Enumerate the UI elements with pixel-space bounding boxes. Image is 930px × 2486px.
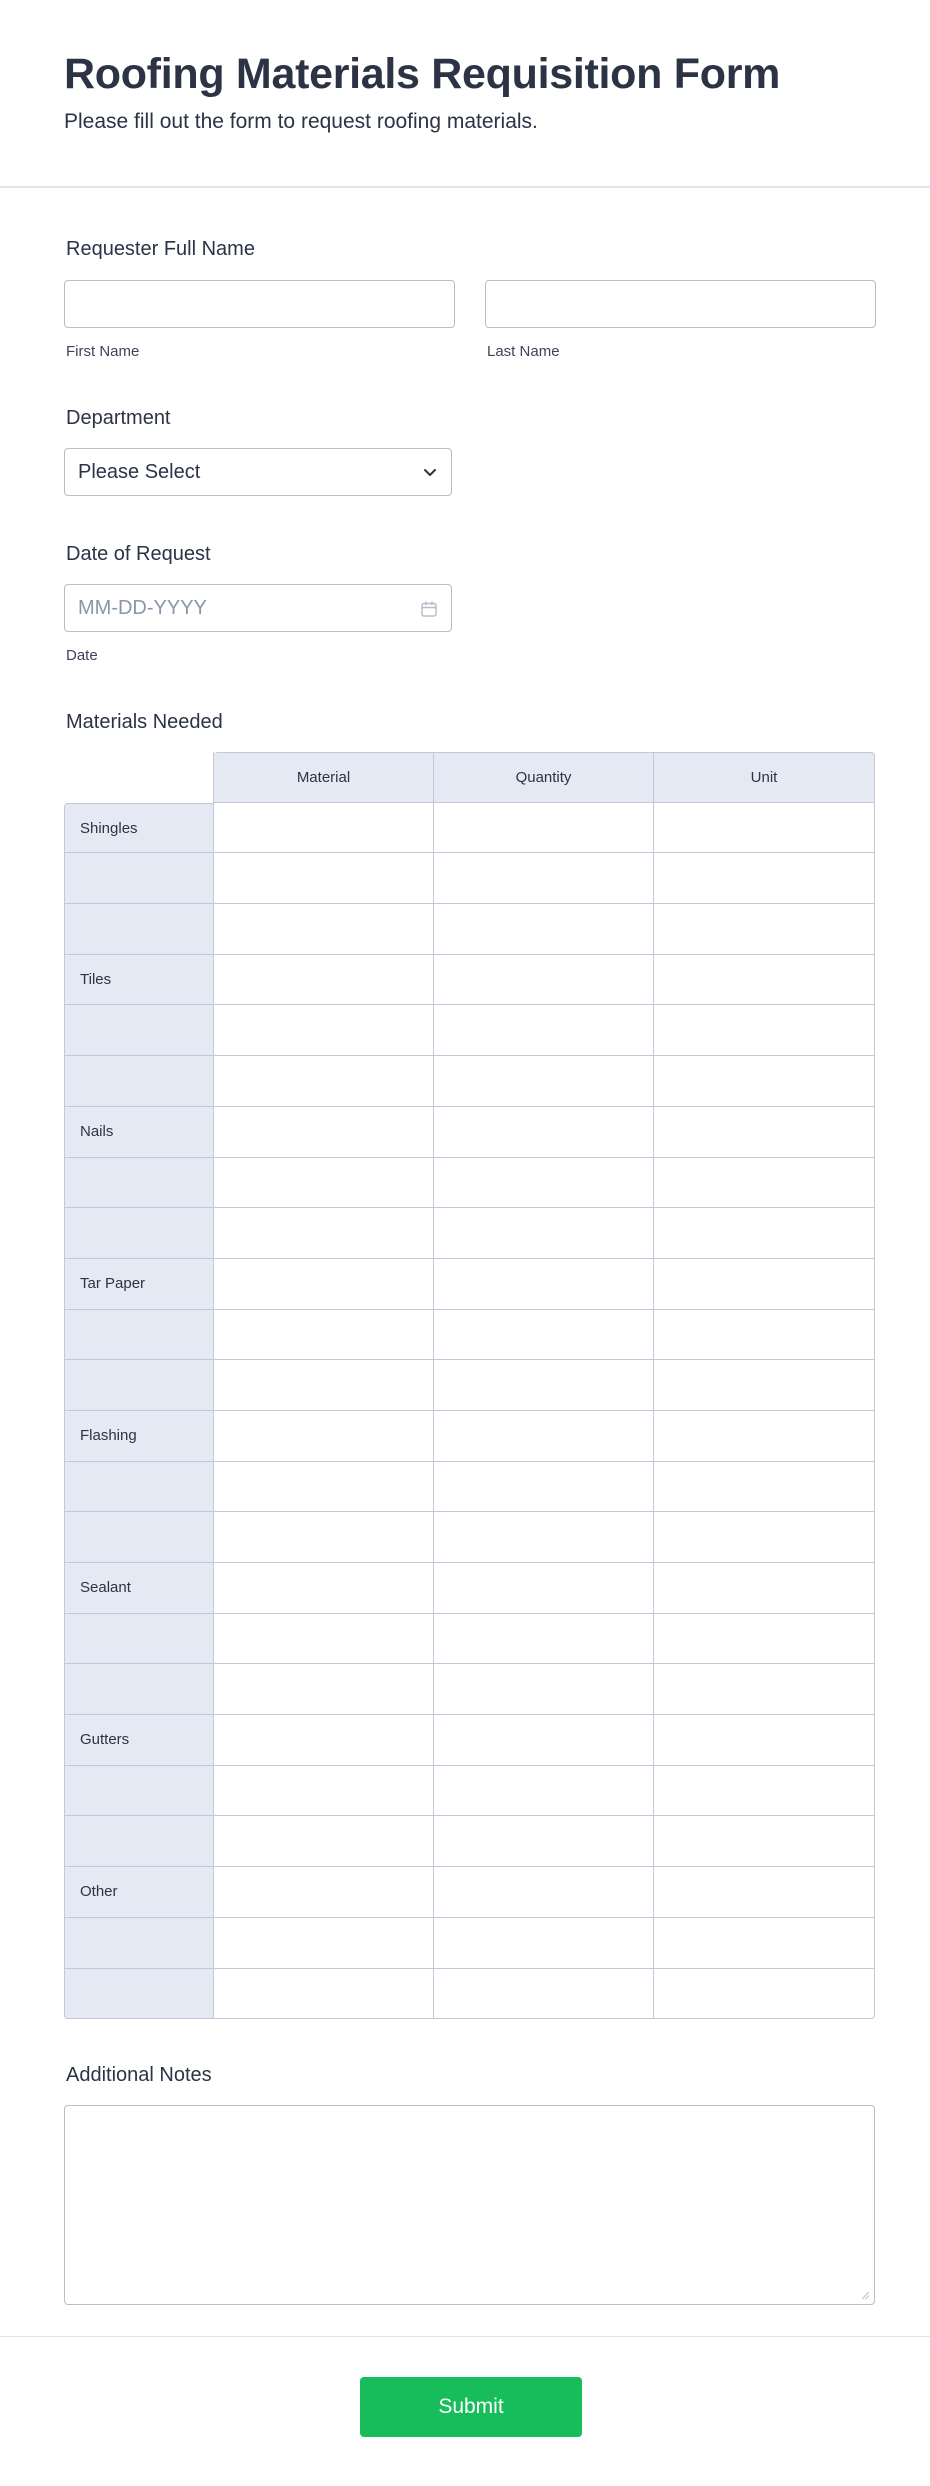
matrix-row bbox=[64, 1005, 875, 1056]
matrix-row bbox=[64, 904, 875, 955]
matrix-cell-quantity[interactable] bbox=[434, 1563, 654, 1614]
matrix-cell-unit[interactable] bbox=[654, 955, 875, 1006]
requester-label: Requester Full Name bbox=[66, 238, 255, 260]
matrix-cell-quantity[interactable] bbox=[434, 1664, 654, 1715]
matrix-cell-material[interactable] bbox=[214, 1462, 434, 1513]
matrix-cell-material[interactable] bbox=[214, 853, 434, 904]
matrix-cell-material[interactable] bbox=[214, 1158, 434, 1209]
materials-label: Materials Needed bbox=[66, 711, 223, 733]
date-placeholder: MM-DD-YYYY bbox=[78, 596, 207, 619]
matrix-row-label bbox=[64, 1462, 214, 1513]
matrix-row bbox=[64, 1766, 875, 1817]
matrix-row bbox=[64, 1462, 875, 1513]
matrix-row-label: Shingles bbox=[64, 803, 214, 854]
materials-matrix bbox=[64, 752, 875, 2019]
matrix-cell-quantity[interactable] bbox=[434, 853, 654, 904]
department-selected-value: Please Select bbox=[78, 460, 201, 483]
matrix-cell-material[interactable] bbox=[214, 1664, 434, 1715]
matrix-row-label: Nails bbox=[64, 1107, 214, 1158]
matrix-row-label: Gutters bbox=[64, 1715, 214, 1766]
matrix-row-label bbox=[64, 1614, 214, 1665]
matrix-cell-unit[interactable] bbox=[654, 1411, 875, 1462]
form-header bbox=[0, 0, 930, 188]
matrix-row bbox=[64, 1715, 875, 1766]
matrix-row-label bbox=[64, 853, 214, 904]
matrix-cell-material[interactable] bbox=[214, 1310, 434, 1361]
matrix-cell-unit[interactable] bbox=[654, 904, 875, 955]
chevron-down-icon bbox=[421, 463, 439, 481]
matrix-row bbox=[64, 1411, 875, 1462]
matrix-row-label bbox=[64, 1310, 214, 1361]
matrix-cell-unit[interactable] bbox=[654, 1512, 875, 1563]
matrix-cell-unit[interactable] bbox=[654, 1664, 875, 1715]
calendar-icon[interactable] bbox=[420, 600, 438, 618]
matrix-cell-quantity[interactable] bbox=[434, 1310, 654, 1361]
column-header-unit: Unit bbox=[654, 752, 875, 803]
matrix-row bbox=[64, 1310, 875, 1361]
matrix-row bbox=[64, 1816, 875, 1867]
matrix-row-label: Other bbox=[64, 1867, 214, 1918]
form-footer bbox=[0, 2336, 930, 2486]
matrix-cell-quantity[interactable] bbox=[434, 1208, 654, 1259]
matrix-row-label: Tiles bbox=[64, 955, 214, 1006]
resize-grip-icon[interactable] bbox=[860, 2290, 870, 2300]
matrix-cell-unit[interactable] bbox=[654, 1969, 875, 2020]
matrix-row-label: Sealant bbox=[64, 1563, 214, 1614]
matrix-cell-unit[interactable] bbox=[654, 1208, 875, 1259]
matrix-cell-material[interactable] bbox=[214, 904, 434, 955]
matrix-cell-quantity[interactable] bbox=[434, 803, 654, 854]
matrix-row-label bbox=[64, 1816, 214, 1867]
matrix-cell-unit[interactable] bbox=[654, 1715, 875, 1766]
matrix-row bbox=[64, 1208, 875, 1259]
matrix-cell-unit[interactable] bbox=[654, 1766, 875, 1817]
matrix-cell-unit[interactable] bbox=[654, 1310, 875, 1361]
matrix-row bbox=[64, 853, 875, 904]
matrix-row bbox=[64, 1969, 875, 2020]
matrix-corner bbox=[64, 752, 214, 803]
matrix-row-label bbox=[64, 1005, 214, 1056]
matrix-row-label bbox=[64, 1664, 214, 1715]
matrix-cell-material[interactable] bbox=[214, 1867, 434, 1918]
column-header-material: Material bbox=[214, 752, 434, 803]
matrix-cell-material[interactable] bbox=[214, 1715, 434, 1766]
form-title: Roofing Materials Requisition Form bbox=[64, 50, 781, 98]
matrix-cell-quantity[interactable] bbox=[434, 1005, 654, 1056]
matrix-row-label bbox=[64, 1766, 214, 1817]
matrix-cell-quantity[interactable] bbox=[434, 1816, 654, 1867]
matrix-cell-material[interactable] bbox=[214, 1056, 434, 1107]
first-name-sublabel: First Name bbox=[66, 343, 140, 360]
matrix-row bbox=[64, 1360, 875, 1411]
matrix-cell-unit[interactable] bbox=[654, 1816, 875, 1867]
matrix-row bbox=[64, 955, 875, 1006]
matrix-cell-quantity[interactable] bbox=[434, 1867, 654, 1918]
matrix-cell-material[interactable] bbox=[214, 1563, 434, 1614]
notes-label: Additional Notes bbox=[66, 2064, 212, 2086]
first-name-input[interactable] bbox=[64, 280, 455, 328]
matrix-cell-unit[interactable] bbox=[654, 1918, 875, 1969]
matrix-cell-quantity[interactable] bbox=[434, 1614, 654, 1665]
matrix-row bbox=[64, 1259, 875, 1310]
notes-textarea[interactable] bbox=[64, 2105, 875, 2305]
matrix-row-label bbox=[64, 1969, 214, 2020]
matrix-row-label bbox=[64, 1208, 214, 1259]
matrix-cell-material[interactable] bbox=[214, 1918, 434, 1969]
matrix-row-label bbox=[64, 904, 214, 955]
matrix-cell-unit[interactable] bbox=[654, 1259, 875, 1310]
matrix-cell-quantity[interactable] bbox=[434, 955, 654, 1006]
matrix-cell-quantity[interactable] bbox=[434, 1411, 654, 1462]
date-sublabel: Date bbox=[66, 647, 98, 664]
matrix-cell-material[interactable] bbox=[214, 1005, 434, 1056]
matrix-row bbox=[64, 1664, 875, 1715]
matrix-row-label bbox=[64, 1918, 214, 1969]
matrix-cell-quantity[interactable] bbox=[434, 1360, 654, 1411]
matrix-row-label bbox=[64, 1056, 214, 1107]
matrix-cell-quantity[interactable] bbox=[434, 1056, 654, 1107]
last-name-sublabel: Last Name bbox=[487, 343, 560, 360]
matrix-cell-quantity[interactable] bbox=[434, 1969, 654, 2020]
matrix-row bbox=[64, 1614, 875, 1665]
matrix-cell-unit[interactable] bbox=[654, 1056, 875, 1107]
matrix-row bbox=[64, 1867, 875, 1918]
date-input[interactable] bbox=[64, 584, 452, 632]
matrix-cell-material[interactable] bbox=[214, 1208, 434, 1259]
matrix-cell-material[interactable] bbox=[214, 1259, 434, 1310]
matrix-row bbox=[64, 1056, 875, 1107]
last-name-input[interactable] bbox=[485, 280, 876, 328]
matrix-cell-material[interactable] bbox=[214, 955, 434, 1006]
submit-button[interactable]: Submit bbox=[360, 2377, 582, 2437]
matrix-cell-material[interactable] bbox=[214, 1816, 434, 1867]
matrix-cell-unit[interactable] bbox=[654, 1005, 875, 1056]
column-header-quantity: Quantity bbox=[434, 752, 654, 803]
matrix-cell-material[interactable] bbox=[214, 1766, 434, 1817]
matrix-cell-quantity[interactable] bbox=[434, 1766, 654, 1817]
matrix-cell-material[interactable] bbox=[214, 1969, 434, 2020]
matrix-cell-quantity[interactable] bbox=[434, 1512, 654, 1563]
matrix-row-label: Tar Paper bbox=[64, 1259, 214, 1310]
matrix-cell-quantity[interactable] bbox=[434, 1715, 654, 1766]
matrix-cell-quantity[interactable] bbox=[434, 1462, 654, 1513]
matrix-row bbox=[64, 1107, 875, 1158]
matrix-row-label bbox=[64, 1512, 214, 1563]
matrix-row-label bbox=[64, 1360, 214, 1411]
department-select[interactable] bbox=[64, 448, 452, 496]
matrix-cell-material[interactable] bbox=[214, 1614, 434, 1665]
matrix-row bbox=[64, 1918, 875, 1969]
matrix-cell-unit[interactable] bbox=[654, 1360, 875, 1411]
matrix-row-label bbox=[64, 1158, 214, 1209]
matrix-cell-material[interactable] bbox=[214, 1411, 434, 1462]
matrix-cell-quantity[interactable] bbox=[434, 1158, 654, 1209]
matrix-cell-unit[interactable] bbox=[654, 1614, 875, 1665]
matrix-cell-quantity[interactable] bbox=[434, 1918, 654, 1969]
matrix-cell-material[interactable] bbox=[214, 803, 434, 854]
matrix-cell-unit[interactable] bbox=[654, 1107, 875, 1158]
matrix-cell-unit[interactable] bbox=[654, 1462, 875, 1513]
department-label: Department bbox=[66, 407, 171, 429]
matrix-cell-unit[interactable] bbox=[654, 1563, 875, 1614]
matrix-row bbox=[64, 1512, 875, 1563]
matrix-row bbox=[64, 803, 875, 854]
matrix-row-label: Flashing bbox=[64, 1411, 214, 1462]
matrix-cell-unit[interactable] bbox=[654, 853, 875, 904]
matrix-cell-material[interactable] bbox=[214, 1107, 434, 1158]
matrix-cell-quantity[interactable] bbox=[434, 1259, 654, 1310]
matrix-cell-quantity[interactable] bbox=[434, 1107, 654, 1158]
matrix-row bbox=[64, 1563, 875, 1614]
matrix-cell-unit[interactable] bbox=[654, 1158, 875, 1209]
date-label: Date of Request bbox=[66, 543, 211, 565]
form-subtitle: Please fill out the form to request roofing materials. bbox=[64, 110, 538, 133]
matrix-cell-quantity[interactable] bbox=[434, 904, 654, 955]
matrix-cell-unit[interactable] bbox=[654, 1867, 875, 1918]
matrix-cell-material[interactable] bbox=[214, 1360, 434, 1411]
matrix-row bbox=[64, 1158, 875, 1209]
matrix-cell-unit[interactable] bbox=[654, 803, 875, 854]
matrix-cell-material[interactable] bbox=[214, 1512, 434, 1563]
